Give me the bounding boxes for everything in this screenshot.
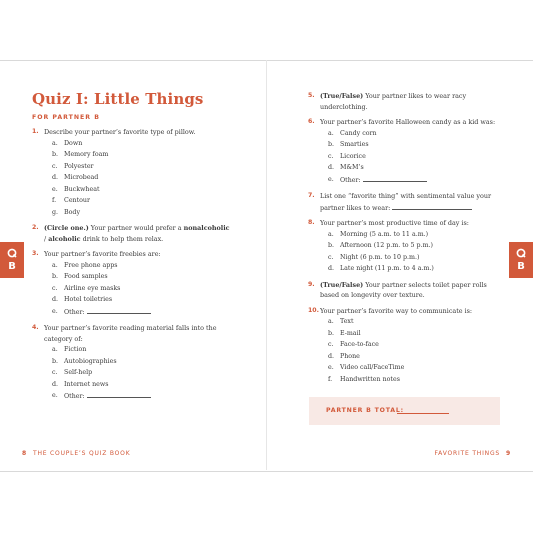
- option-item[interactable]: [44, 356, 232, 368]
- option-item[interactable]: [44, 138, 232, 150]
- option-letter: d.: [328, 164, 335, 171]
- option-item[interactable]: [320, 151, 504, 163]
- option-list: [320, 229, 504, 275]
- page-gutter: [266, 60, 267, 470]
- partner-tab-right: [509, 242, 533, 278]
- question-number: 4.: [32, 324, 39, 331]
- option-text: Other:: [64, 393, 85, 400]
- option-letter: d.: [328, 265, 335, 272]
- option-item[interactable]: [44, 283, 232, 295]
- option-item[interactable]: [320, 316, 504, 328]
- question-10: [308, 306, 504, 386]
- option-text: Memory foam: [64, 151, 109, 158]
- option-letter: b.: [328, 329, 335, 337]
- question-9: [308, 280, 504, 301]
- option-text: Face-to-face: [340, 341, 379, 348]
- left-page: [32, 86, 232, 408]
- option-item[interactable]: [44, 184, 232, 196]
- option-item[interactable]: [320, 174, 504, 187]
- question-prefix: (True/False): [320, 92, 364, 100]
- question-text: [44, 224, 230, 243]
- option-item[interactable]: [320, 128, 504, 140]
- footer-right: [434, 450, 511, 457]
- option-item[interactable]: [44, 367, 232, 379]
- option-text: Buckwheat: [64, 185, 100, 193]
- option-text: Other:: [340, 176, 361, 184]
- option-text: Self-help: [64, 369, 93, 376]
- question-text: Describe your partner’s favorite type of pillow.: [44, 128, 196, 136]
- option-text: Handwritten notes: [340, 375, 400, 383]
- choice-alcoholic[interactable]: alcoholic: [48, 234, 81, 243]
- option-letter: c.: [52, 284, 58, 292]
- option-text: Free phone apps: [64, 261, 118, 269]
- option-text: Microbead: [64, 174, 99, 181]
- partner-letter: B: [517, 260, 525, 272]
- question-text: [320, 281, 487, 300]
- option-letter: a.: [328, 129, 334, 137]
- question-4: [32, 323, 232, 403]
- option-letter: a.: [52, 261, 58, 269]
- option-item[interactable]: [44, 390, 232, 403]
- question-text: Your partner’s most productive time of day is:: [320, 219, 469, 227]
- option-item[interactable]: [44, 306, 232, 319]
- question-7: [308, 191, 504, 213]
- option-item[interactable]: [320, 162, 504, 174]
- option-list: [44, 260, 232, 319]
- question-text-part: /: [44, 234, 49, 243]
- option-item[interactable]: [320, 374, 504, 386]
- option-letter: d.: [52, 296, 59, 303]
- option-letter: e.: [52, 307, 58, 315]
- option-item[interactable]: [44, 271, 232, 283]
- option-list: [320, 316, 504, 385]
- option-letter: e.: [52, 392, 58, 399]
- question-text: Your partner’s favorite reading material falls into the category of:: [44, 324, 217, 343]
- question-number: 1.: [32, 128, 39, 135]
- question-8: [308, 218, 504, 275]
- option-text: Smarties: [340, 141, 369, 148]
- option-letter: c.: [52, 162, 58, 170]
- question-number: 5.: [308, 92, 315, 99]
- option-letter: b.: [52, 273, 59, 280]
- option-item[interactable]: [44, 260, 232, 272]
- question-2: [32, 223, 232, 244]
- footer-left: [22, 450, 130, 457]
- chapter-title: FAVORITE THINGS: [434, 450, 501, 457]
- option-item[interactable]: [44, 207, 232, 219]
- option-item[interactable]: [44, 294, 232, 306]
- question-text: Your partner’s favorite Halloween candy as a kid was:: [320, 118, 496, 126]
- question-number: 8.: [308, 219, 315, 226]
- fill-in-blank[interactable]: [87, 390, 151, 398]
- option-letter: c.: [328, 152, 334, 160]
- option-item[interactable]: [44, 379, 232, 391]
- question-6: [308, 117, 504, 186]
- option-letter: g.: [52, 208, 59, 216]
- quiz-q-icon: [7, 248, 17, 261]
- option-text: E-mail: [340, 329, 361, 337]
- question-number: 3.: [32, 250, 39, 257]
- option-text: Polyester: [64, 162, 94, 170]
- option-letter: f.: [52, 197, 57, 204]
- total-blank[interactable]: [397, 413, 449, 414]
- option-list: [44, 138, 232, 219]
- option-item[interactable]: [320, 351, 504, 363]
- question-text: [320, 92, 466, 111]
- option-letter: b.: [52, 357, 59, 365]
- book-title: THE COUPLE’S QUIZ BOOK: [32, 450, 131, 457]
- question-text-part: Your partner would prefer a: [88, 224, 184, 232]
- option-item[interactable]: [44, 344, 232, 356]
- option-text: Afternoon (12 p.m. to 5 p.m.): [340, 242, 433, 249]
- option-item[interactable]: [320, 362, 504, 374]
- option-item[interactable]: [320, 252, 504, 264]
- option-letter: e.: [328, 364, 334, 371]
- question-prefix: (True/False): [320, 280, 364, 289]
- option-text: Phone: [340, 352, 360, 360]
- question-number: 2.: [32, 224, 39, 231]
- option-text: Down: [64, 139, 83, 147]
- option-text: Video call/FaceTime: [340, 364, 405, 371]
- option-letter: a.: [328, 230, 334, 238]
- option-item[interactable]: [320, 328, 504, 340]
- choice-nonalcoholic[interactable]: nonalcoholic: [183, 224, 230, 232]
- option-letter: f.: [328, 375, 333, 383]
- option-list: [44, 344, 232, 403]
- partner-letter: B: [8, 260, 16, 272]
- option-letter: d.: [52, 380, 59, 388]
- option-text: Autobiographies: [64, 357, 117, 365]
- question-1: [32, 127, 232, 218]
- option-text: Candy corn: [340, 129, 377, 137]
- option-text: Internet news: [64, 380, 109, 388]
- page-number-left: 8: [22, 450, 27, 457]
- right-page: [308, 91, 504, 390]
- option-letter: a.: [52, 346, 58, 353]
- option-item[interactable]: [320, 263, 504, 275]
- option-text: Food samples: [64, 273, 108, 280]
- question-number: 10.: [308, 306, 319, 314]
- option-item[interactable]: [44, 161, 232, 173]
- question-number: 6.: [308, 118, 315, 125]
- option-text: Other:: [64, 308, 85, 316]
- total-label: PARTNER B TOTAL:: [326, 407, 404, 414]
- question-text: Your partner’s favorite freebies are:: [44, 250, 161, 258]
- option-letter: a.: [328, 318, 334, 325]
- question-text-part: Your partner likes to wear racy underclothing.: [320, 92, 467, 111]
- option-item[interactable]: [44, 172, 232, 184]
- question-text-part: Your partner selects toilet paper rolls based on longevity over texture.: [320, 280, 487, 299]
- option-item[interactable]: [320, 339, 504, 351]
- option-letter: c.: [328, 253, 334, 261]
- question-text: Your partner’s favorite way to communicate is:: [320, 306, 473, 315]
- option-item[interactable]: [320, 240, 504, 252]
- question-number: 7.: [308, 192, 315, 199]
- option-letter: b.: [52, 151, 59, 158]
- option-letter: b.: [328, 141, 335, 148]
- option-item[interactable]: [44, 149, 232, 161]
- option-item[interactable]: [320, 229, 504, 241]
- option-letter: c.: [52, 369, 58, 376]
- question-5: [308, 91, 504, 112]
- option-text: Text: [340, 318, 354, 325]
- quiz-q-icon: [516, 248, 526, 261]
- fill-in-blank[interactable]: [392, 202, 472, 210]
- option-letter: d.: [52, 174, 59, 181]
- option-letter: e.: [52, 185, 58, 193]
- page-title: Quiz I: Little Things: [32, 90, 204, 108]
- option-text: Body: [64, 208, 81, 216]
- option-text: Licorice: [340, 152, 366, 160]
- option-letter: e.: [328, 175, 334, 183]
- option-item[interactable]: [320, 139, 504, 151]
- question-3: [32, 249, 232, 318]
- option-letter: b.: [328, 242, 335, 249]
- option-text: Airline eye masks: [64, 284, 121, 292]
- question-prefix: (Circle one.): [44, 224, 89, 232]
- option-text: Late night (11 p.m. to 4 a.m.): [340, 265, 434, 272]
- question-number: 9.: [308, 280, 315, 288]
- option-list: [320, 128, 504, 187]
- option-item[interactable]: [44, 195, 232, 207]
- option-text: Centour: [64, 197, 90, 204]
- option-letter: a.: [52, 139, 58, 147]
- fill-in-blank[interactable]: [363, 174, 427, 182]
- fill-in-blank[interactable]: [87, 306, 151, 314]
- partner-total-box: [309, 397, 500, 425]
- option-letter: c.: [328, 341, 334, 348]
- option-letter: d.: [328, 352, 335, 360]
- partner-tab-left: [0, 242, 24, 278]
- option-text: Hotel toiletries: [64, 296, 113, 303]
- option-text: M&M’s: [340, 164, 364, 171]
- question-text-part: drink to help them relax.: [80, 234, 164, 243]
- option-text: Fiction: [64, 346, 87, 353]
- option-text: Night (6 p.m. to 10 p.m.): [340, 253, 420, 261]
- question-text: List one “favorite thing” with sentimental value your partner likes to wear:: [320, 192, 492, 212]
- option-text: Morning (5 a.m. to 11 a.m.): [340, 230, 429, 238]
- page-subtitle: FOR PARTNER B: [32, 114, 100, 121]
- page-number-right: 9: [506, 450, 511, 457]
